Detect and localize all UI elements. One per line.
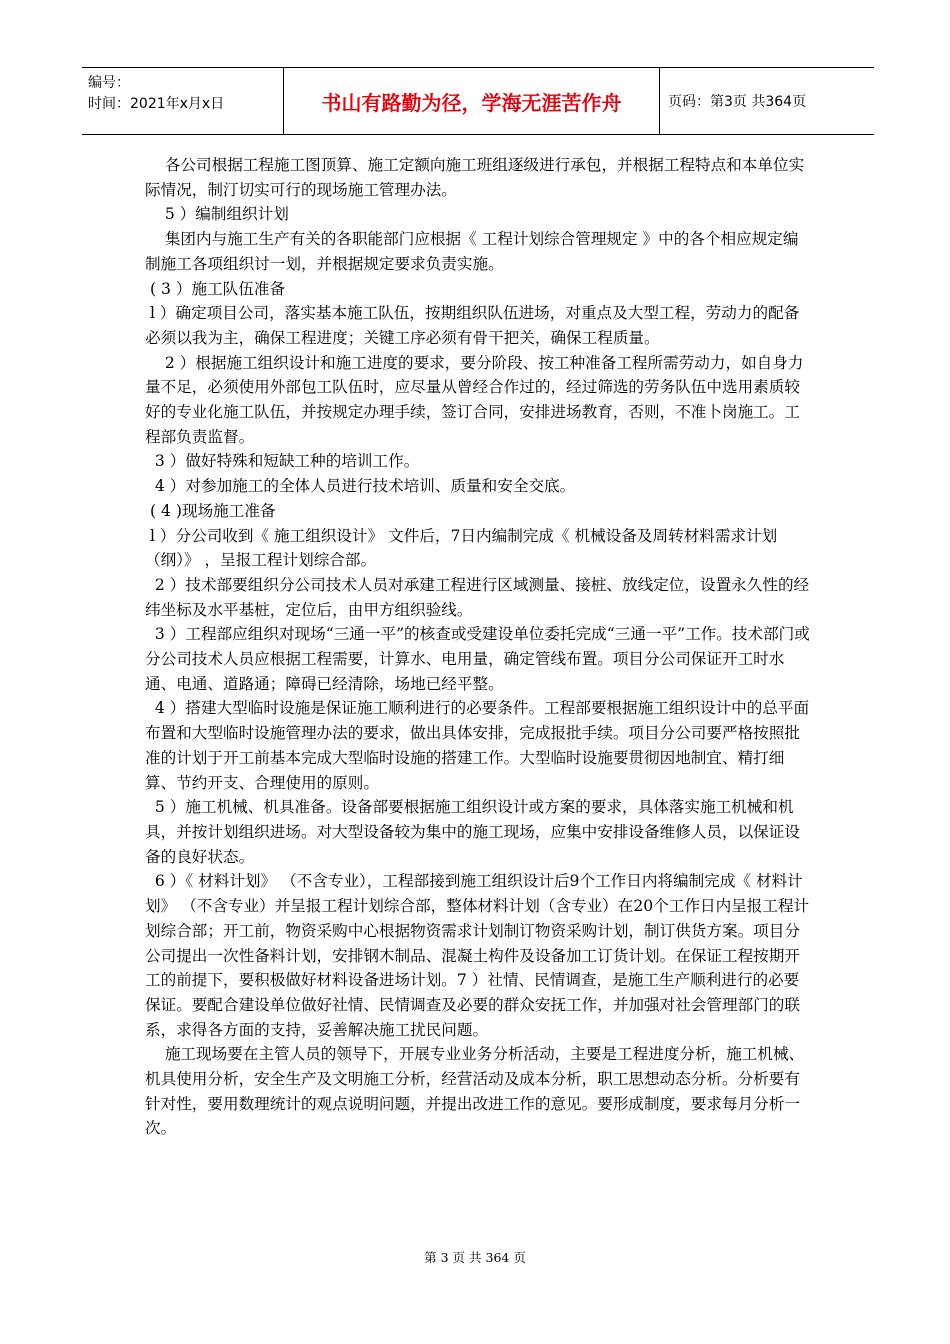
page-header [82, 67, 874, 135]
paragraph: l ）确定项目公司，落实基本施工队伍，按期组织队伍进场，对重点及大型工程，劳动力的配备必须以我为主，确保工程进度；关键工序必须有骨干把关，确保工程质量。 [145, 304, 800, 347]
page-footer: 第 3 页 共 364 页 [424, 1250, 526, 1265]
paragraph: 各公司根据工程施工图顶算、施工定额向施工班组逐级进行承包，并根据工程特点和本单位实际情况，制汀切实可行的现场施工管理办法。 [145, 156, 805, 199]
paragraph: 4 ）搭建大型临时设施是保证施工顺利进行的必要条件。工程部要根据施工组织设计中的总平面布置和大型临时设施管理办法的要求，做出具体安排，完成报批手续。项目分公司要严格按照批准的计划于开工前基本完成大型临时设施的搭建工作。大型临时设施要贯彻因地制宜、精打细算、节约开支、合理使用的原则。 [145, 699, 810, 792]
paragraph: l ）分公司收到《 施工组织设计》 文件后，7日内编制完成《 机械设备及周转材料需求计划（纲）》 ，呈报工程计划综合部。 [145, 526, 778, 570]
paragraph: ( 4 )现场施工准备 [145, 501, 276, 520]
paragraph: 3 ）工程部应组织对现场“三通一平”的核查或受建设单位委托完成“三通一平”工作。技术部门或分公司技术人员应根据工程需要，计算水、电用量，确定管线布置。项目分公司保证开工时水通、电通、道路通；障碍已经清除，场地已经平整。 [145, 625, 810, 693]
paragraph: 5 ）编制组织计划 [145, 205, 289, 224]
paragraph: 施工现场要在主管人员的领导下，开展专业业务分析活动，主要是工程进度分析，施工机械、机具使用分析，安全生产及文明施工分析，经营活动及成本分析，职工思想动态分析。分析要有针对性，要用数理统计的观点说明问题，并提出改进工作的意见。要形成制度，要求每月分析一次。 [145, 1045, 805, 1138]
paragraph: 2 ）根据施工组织设计和施工进度的要求，要分阶段、按工种准备工程所需劳动力，如自身力量不足，必须使用外部包工队伍时，应尽量从曾经合作过的，经过筛选的劳务队伍中选用素质较好的专业化施工队伍，并按规定办理手续，签订合同，安排进场教育，否则，不准卜岗施工。工程部负责监督。 [145, 353, 804, 446]
document-code-label: 编号： [88, 75, 130, 91]
paragraph: 集团内与施工生产有关的各职能部门应根据《 工程计划综合管理规定 》中的各个相应规定编制施工各项组织讨一划，并根据规定要求负责实施。 [145, 230, 799, 273]
paragraph: ( 3 ）施工队伍准备 [145, 279, 286, 298]
header-motto: 书山有路勤为径，学海无涯苦作舟 [284, 68, 660, 134]
paragraph: 6 ）《 材料计划》 （不含专业），工程部接到施工组织设计后9个工作日内将编制完成《 材料计划》 （不含专业）并呈报工程计划综合部，整体材料计划（含专业）在20个工作日内呈报工程计划综合部；开工前，物资采购中心根据物资需求计划制订物资采购计划，制订供货方案。项目分公司提出一次性备料计划，安排钢木制品、混凝土构件及设备加工订货计划。在保证工程按期开工的前提下，要积极做好材料设备进场计划。7 ）社情、民情调查，是施工生产顺利进行的必要保证。要配合建设单位做好社情、民情调查及必要的群众安抚工作，并加强对社会管理部门的联系，求得各方面的支持，妥善解决施工扰民问题。 [145, 872, 810, 1039]
header-meta [82, 68, 284, 134]
paragraph: 5 ）施工机械、机具准备。设备部要根据施工组织设计或方案的要求，具体落实施工机械和机具，并按计划组织进场。对大型设备较为集中的施工现场，应集中安排设备维修人员，以保证设备的良好状态。 [145, 798, 800, 866]
paragraph: 2 ）技术部要组织分公司技术人员对承建工程进行区域测量、接桩、放线定位，设置永久性的经纬坐标及水平基桩，定位后，由甲方组织验线。 [145, 575, 810, 619]
document-date: 时间：2021年x月x日 [88, 96, 225, 112]
document-body [145, 153, 813, 1141]
paragraph: 3 ）做好特殊和短缺工种的培训工作。 [145, 452, 420, 471]
header-page-info: 页码：第3页 共364页 [668, 94, 807, 110]
paragraph: 4 ）对参加施工的全体人员进行技术培训、质量和安全交底。 [145, 477, 576, 496]
